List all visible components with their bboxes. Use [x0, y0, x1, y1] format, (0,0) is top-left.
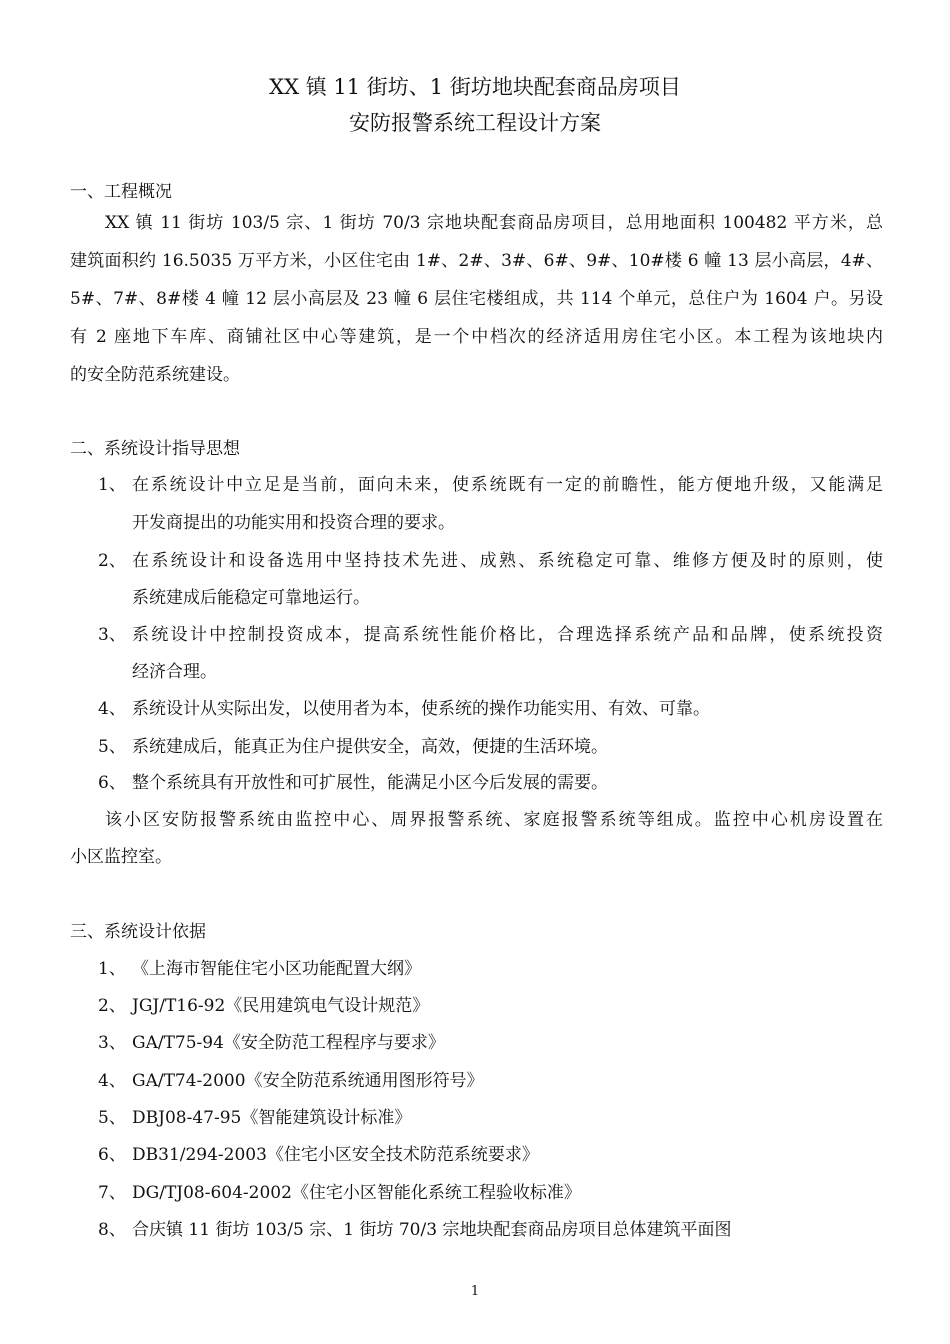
reference-item: GA/T74-2000《安全防范系统通用图形符号》 [132, 1071, 484, 1091]
reference-item: DG/TJ08-604-2002《住宅小区智能化系统工程验收标准》 [132, 1183, 581, 1203]
reference-item: 《上海市智能住宅小区功能配置大纲》 [132, 959, 421, 979]
section-1-line: XX 镇 11 街坊 103/5 宗、1 街坊 70/3 宗地块配套商品房项目，总用地面积 100482 平方米，总 [105, 213, 883, 233]
list-item-text: 系统设计从实际出发，以使用者为本，使系统的操作功能实用、有效、可靠。 [132, 699, 710, 719]
list-item-number: 4、 [98, 699, 126, 719]
section-1-line: 建筑面积约 16.5035 万平方米，小区住宅由 1#、2#、3#、6#、9#、10#楼 6 幢 13 层小高层，4#、 [70, 251, 883, 271]
reference-number: 8、 [98, 1220, 126, 1240]
reference-item: GA/T75-94《安全防范工程程序与要求》 [132, 1033, 445, 1053]
section-3-heading: 三、系统设计依据 [70, 922, 206, 942]
reference-number: 4、 [98, 1071, 126, 1091]
section-2-heading: 二、系统设计指导思想 [70, 439, 240, 459]
reference-item: JGJ/T16-92《民用建筑电气设计规范》 [132, 996, 430, 1016]
list-item-text: 在系统设计和设备选用中坚持技术先进、成熟、系统稳定可靠、维修方便及时的原则，使 [132, 551, 883, 571]
reference-number: 5、 [98, 1108, 126, 1128]
section-1-line: 5#、7#、8#楼 4 幢 12 层小高层及 23 幢 6 层住宅楼组成，共 114 个单元，总住户为 1604 户。另设 [70, 289, 883, 309]
list-item-number: 6、 [98, 773, 126, 793]
list-item-number: 2、 [98, 551, 126, 571]
list-item-number: 5、 [98, 737, 126, 757]
list-item-text: 系统设计中控制投资成本，提高系统性能价格比，合理选择系统产品和品牌，使系统投资 [132, 625, 883, 645]
section-1-line: 的安全防范系统建设。 [70, 365, 240, 385]
document-title-line-2: 安防报警系统工程设计方案 [349, 111, 601, 135]
list-item-text: 系统建成后，能真正为住户提供安全，高效，便捷的生活环境。 [132, 737, 608, 757]
section-1-heading: 一、工程概况 [70, 182, 172, 202]
reference-number: 6、 [98, 1145, 126, 1165]
list-item-number: 3、 [98, 625, 126, 645]
section-2-paragraph-line: 小区监控室。 [70, 847, 172, 867]
reference-number: 3、 [98, 1033, 126, 1053]
reference-item: DBJ08-47-95《智能建筑设计标准》 [132, 1108, 412, 1128]
reference-number: 1、 [98, 959, 126, 979]
reference-item: 合庆镇 11 街坊 103/5 宗、1 街坊 70/3 宗地块配套商品房项目总体建筑平面图 [132, 1220, 732, 1240]
section-1-line: 有 2 座地下车库、商铺社区中心等建筑，是一个中档次的经济适用房住宅小区。本工程为该地块内 [70, 327, 883, 347]
document-title-line-1: XX 镇 11 街坊、1 街坊地块配套商品房项目 [269, 75, 681, 99]
list-item-text: 整个系统具有开放性和可扩展性，能满足小区今后发展的需要。 [132, 773, 608, 793]
reference-item: DB31/294-2003《住宅小区安全技术防范系统要求》 [132, 1145, 539, 1165]
reference-number: 2、 [98, 996, 126, 1016]
list-item-text: 在系统设计中立足是当前，面向未来，使系统既有一定的前瞻性，能方便地升级，又能满足 [132, 475, 883, 495]
list-item-number: 1、 [98, 475, 126, 495]
reference-number: 7、 [98, 1183, 126, 1203]
section-2-paragraph-line: 该小区安防报警系统由监控中心、周界报警系统、家庭报警系统等组成。监控中心机房设置在 [105, 810, 883, 830]
list-item-text: 开发商提出的功能实用和投资合理的要求。 [132, 513, 455, 533]
list-item-text: 系统建成后能稳定可靠地运行。 [132, 588, 370, 608]
list-item-text: 经济合理。 [132, 662, 217, 682]
page-number: 1 [470, 1284, 480, 1299]
